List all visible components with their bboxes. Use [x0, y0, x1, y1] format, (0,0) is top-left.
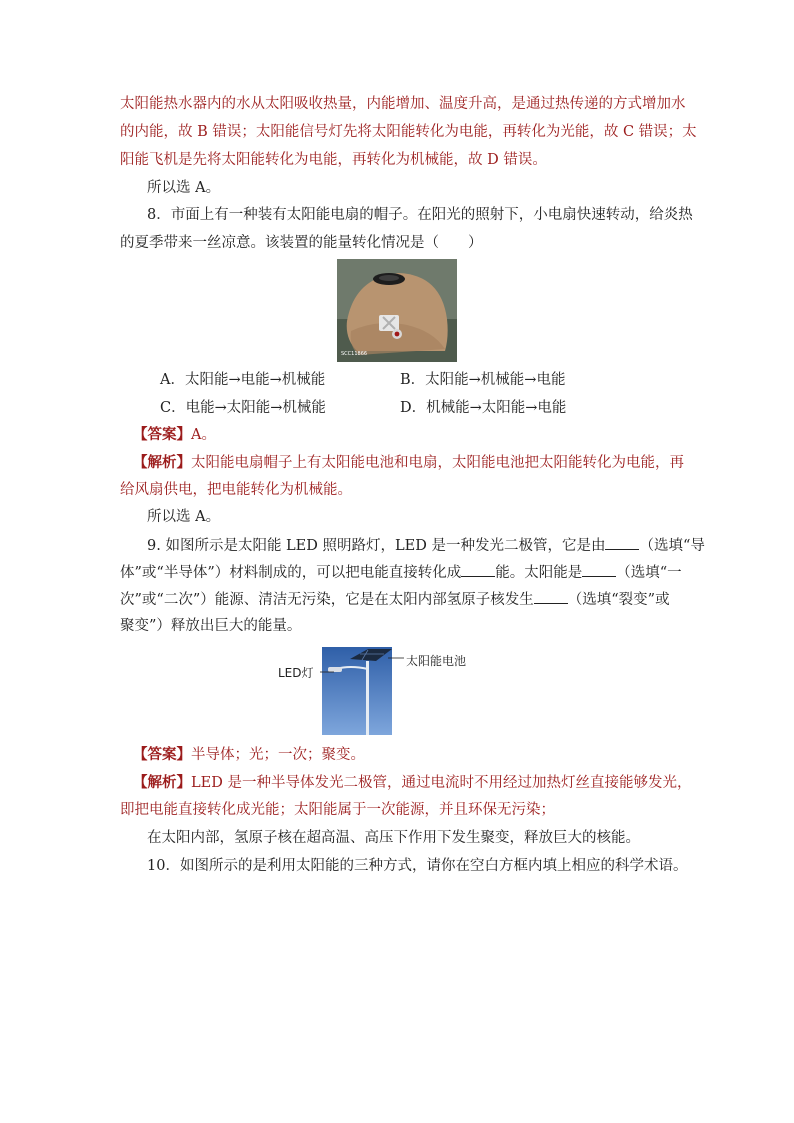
q9-analysis-text-1: LED 是一种半导体发光二极管，通过电流时不用经过加热灯丝直接能够发光，	[191, 775, 692, 791]
solar-fan-cap-image	[337, 259, 457, 362]
q8-image-code: SCC11866	[341, 351, 368, 357]
q9-stem-2c: （选填“一	[616, 565, 682, 581]
street-light-leader-lines	[300, 648, 410, 678]
q8-analysis-line-2: 给风扇供电，把电能转化为机械能。	[120, 482, 352, 498]
q9-analysis-line-1	[133, 773, 691, 793]
q8-stem-line-1: 8．市面上有一种装有太阳能电扇的帽子。在阳光的照射下，小电扇快速转动，给炎热	[147, 207, 693, 223]
q9-stem-1a: 9. 如图所示是太阳能 LED 照明路灯，LED 是一种发光二极管，它是由	[147, 538, 606, 554]
q8-analysis-tag: 【解析】	[133, 454, 191, 471]
q8-option-d: D．机械能→太阳能→电能	[400, 400, 567, 416]
prev-explanation-line-1: 太阳能热水器内的水从太阳吸收热量，内能增加、温度升高，是通过热传递的方式增加水	[120, 96, 686, 112]
q8-option-a: A．太阳能→电能→机械能	[160, 372, 326, 388]
q9-stem-1b: （选填“导	[639, 538, 705, 554]
prev-explanation-line-3: 阳能飞机是先将太阳能转化为电能，再转化为机械能，故 D 错误。	[120, 152, 547, 168]
q9-answer-tag: 【答案】	[133, 746, 191, 763]
q9-answer	[133, 745, 365, 765]
q9-blank-3	[582, 562, 616, 577]
q9-answer-value: 半导体；光；一次；聚变。	[191, 747, 365, 763]
q9-stem-2b: 能。太阳能是	[495, 565, 583, 581]
q8-answer-tag: 【答案】	[133, 426, 191, 443]
q9-stem-line-3	[120, 589, 670, 610]
q8-option-c: C．电能→太阳能→机械能	[160, 400, 326, 416]
q8-answer	[133, 425, 216, 445]
q8-stem-line-2: 的夏季带来一丝凉意。该装置的能量转化情况是（ ）	[120, 235, 483, 251]
q8-conclusion: 所以选 A。	[147, 509, 221, 525]
q10-stem-line-1: 10．如图所示的是利用太阳能的三种方式，请你在空白方框内填上相应的科学术语。	[147, 858, 688, 874]
q9-stem-3a: 次”或“二次”）能源、清洁无污染，它是在太阳内部氢原子核发生	[120, 592, 534, 608]
q8-analysis-line-1	[133, 453, 684, 473]
q9-stem-line-1	[147, 535, 705, 556]
prev-conclusion: 所以选 A。	[147, 180, 221, 196]
led-lamp-label: LED灯	[278, 666, 314, 680]
prev-explanation-line-2: 的内能，故 B 错误；太阳能信号灯先将太阳能转化为电能，再转化为光能，故 C 错误；太	[120, 124, 697, 140]
q9-stem-2a: 体”或“半导体”）材料制成的，可以把电能直接转化成	[120, 565, 462, 581]
q8-analysis-text-1: 太阳能电扇帽子上有太阳能电池和电扇，太阳能电池把太阳能转化为电能，再	[191, 455, 684, 471]
q9-analysis-line-2: 即把电能直接转化成光能；太阳能属于一次能源，并且环保无污染；	[120, 802, 555, 818]
q9-stem-line-2	[120, 562, 682, 583]
q9-blank-1	[605, 535, 639, 550]
q9-stem-line-4: 聚变”）释放出巨大的能量。	[120, 618, 302, 634]
q9-analysis-line-3: 在太阳内部，氢原子核在超高温、高压下作用下发生聚变，释放巨大的核能。	[147, 830, 640, 846]
solar-panel-label: 太阳能电池	[406, 654, 467, 668]
q8-option-b: B．太阳能→机械能→电能	[400, 372, 566, 388]
q9-blank-2	[461, 562, 495, 577]
q9-blank-4	[534, 589, 568, 604]
q9-analysis-tag: 【解析】	[133, 774, 191, 791]
q8-answer-value: A。	[191, 427, 216, 443]
q9-stem-3b: （选填“裂变”或	[567, 592, 670, 608]
